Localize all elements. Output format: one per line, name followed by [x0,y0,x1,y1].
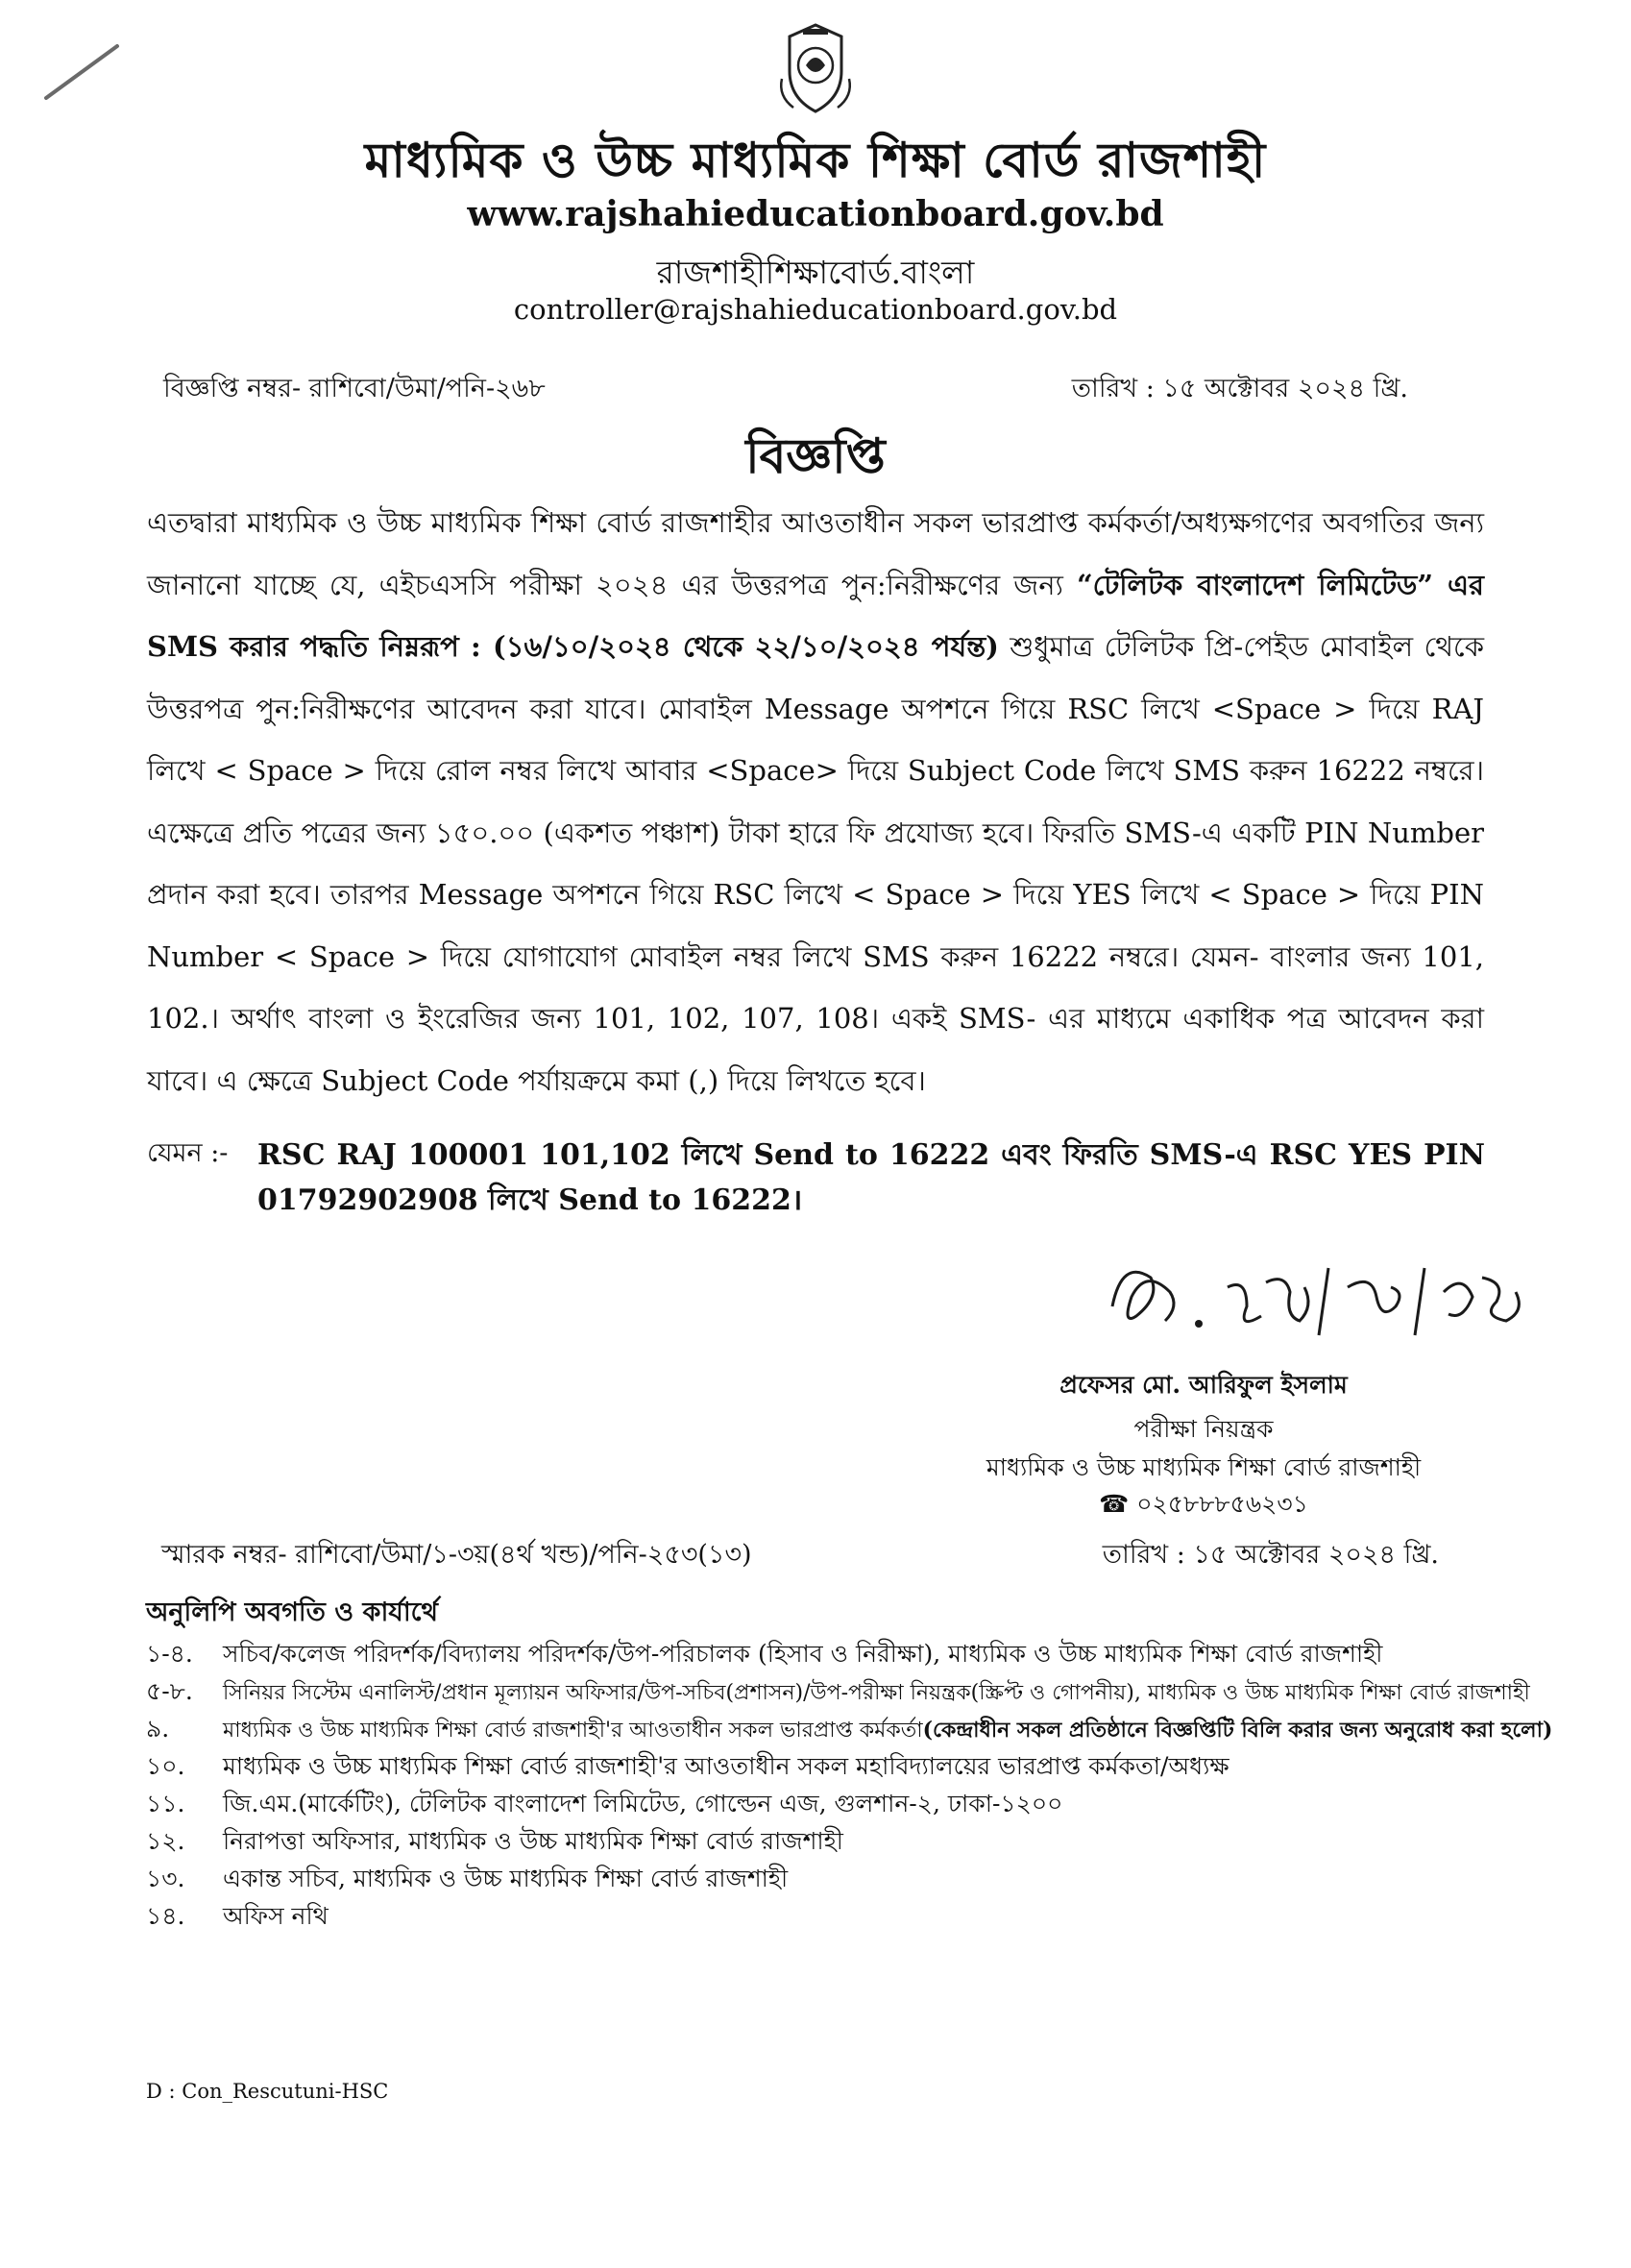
cc-text: জি.এম.(মার্কেটিং), টেলিটক বাংলাদেশ লিমিটেড, গোল্ডেন এজ, গুলশান-২, ঢাকা-১২০০ [223,1790,1063,1817]
notice-heading: বিজ্ঞপ্তি [745,427,886,484]
phone-number: ০২৫৮৮৮৫৬২৩১ [1136,1490,1308,1518]
cc-text: মাধ্যমিক ও উচ্চ মাধ্যমিক শিক্ষা বোর্ড রাজশাহী'র আওতাধীন সকল মহাবিদ্যালয়ের ভারপ্রাপ্ত কর্মকতা/অধ্যক্ষ [223,1752,1229,1780]
list-item [146,1785,1491,1822]
cc-heading: অনুলিপি অবগতি ও কার্যার্থে [146,1597,438,1627]
cc-list [146,1635,1553,1935]
body-text-part2: শুধুমাত্র টেলিটক প্রি-পেইড মোবাইল থেকে উত্তরপত্র পুন:নিরীক্ষণের আবেদন করা যাবে। মোবাইল Message অপশনে গিয়ে RSC লিখে <Space > দিয়ে RAJ লিখে < Space > দিয়ে রোল নম্বর লিখে আবার <Space> দিয়ে Subject Code লিখে SMS করুন 16222 নম্বরে। এক্ষেত্রে প্রতি পত্রের জন্য ১৫০.০০ (একশত পঞ্চাশ) টাকা হারে ফি প্রযোজ্য হবে। ফিরতি SMS-এ একটি PIN Number প্রদান করা হবে। তারপর Message অপশনে গিয়ে RSC লিখে < Space > দিয়ে YES লিখে < Space > দিয়ে PIN Number < Space > দিয়ে যোগাযোগ মোবাইল নম্বর লিখে SMS করুন 16222 নম্বরে। যেমন- বাংলার জন্য 101, 102.। অর্থাৎ বাংলা ও ইংরেজির জন্য 101, 102, 107, 108। একই SMS- এর মাধ্যমে একাধিক পত্র আবেদন করা যাবে। এ ক্ষেত্রে Subject Code পর্যায়ক্রমে কমা (,) দিয়ে লিখতে হবে। [147,630,1484,1097]
cc-text: একান্ত সচিব, মাধ্যমিক ও উচ্চ মাধ্যমিক শিক্ষা বোর্ড রাজশাহী [223,1865,789,1892]
cc-text: সিনিয়র সিস্টেম এনালিস্ট/প্রধান মূল্যায়ন অফিসার/উপ-সচিব(প্রশাসন)/উপ-পরীক্ষা নিয়ন্ত্রক(স্ক্রিপ্ট ও গোপনীয়), মাধ্যমিক ও উচ্চ মাধ্যমিক শিক্ষা বোর্ড রাজশাহী [223,1681,1530,1705]
cc-text-bold: (কেন্দ্রাধীন সকল প্রতিষ্ঠানে বিজ্ঞপ্তিটি বিলি করার জন্য অনুরোধ করা হলো) [922,1718,1553,1743]
bangla-domain: রাজশাহীশিক্ষাবোর্ড.বাংলা [656,254,975,291]
cc-number: ১২. [146,1827,185,1855]
signatory-phone [930,1485,1477,1526]
board-logo [774,21,857,117]
body-text-bold: “টেলিটক বাংলাদেশ লিমিটেড” এর SMS করার পদ্ধতি নিম্নরূপ : (১৬/১০/২০২৪ থেকে ২২/১০/২০২৪ পর্যন্ত) [147,568,1484,663]
list-item [146,1822,1491,1860]
signatory-role: পরীক্ষা নিয়ন্ত্রক [1133,1415,1274,1443]
signatory-name: প্রফেসর মো. আরিফুল ইসলাম [1059,1371,1348,1399]
example-label: যেমন :- [147,1138,229,1168]
signature [1093,1239,1535,1354]
scan-mark [38,38,125,106]
telephone-icon: ☎ [1099,1490,1130,1518]
cc-number: ১-৪. [146,1640,193,1668]
notice-number: বিজ্ঞপ্তি নম্বর- রাশিবো/উমা/পনি-২৬৮ [163,374,546,403]
list-item [146,1897,1491,1935]
body-text-part1: এতদ্বারা মাধ্যমিক ও উচ্চ মাধ্যমিক শিক্ষা বোর্ড রাজশাহীর আওতাধীন সকল ভারপ্রাপ্ত কর্মকর্তা/অধ্যক্ষগণের অবগতির জন্য জানানো যাচ্ছে যে, এইচএসসি পরীক্ষা ২০২৪ এর উত্তরপত্র পুন:নিরীক্ষণের জন্য [147,506,1484,601]
list-item [146,1635,1491,1672]
signatory-organization: মাধ্যমিক ও উচ্চ মাধ্যমিক শিক্ষা বোর্ড রাজশাহী [986,1453,1422,1481]
example-line-1: RSC RAJ 100001 101,102 লিখে Send to 16222 এবং ফিরতি SMS-এ RSC YES PIN [257,1138,1485,1172]
cc-text: অফিস নথি [223,1902,329,1930]
cc-number: ১৩. [146,1865,185,1892]
footer-code: D : Con_Rescutuni-HSC [146,2080,389,2103]
cc-number: ৫-৮. [146,1677,193,1705]
list-item [146,1672,1530,1710]
example-line-2: 01792902908 লিখে Send to 16222। [257,1183,803,1217]
list-item [146,1747,1491,1785]
memo-date: তারিখ : ১৫ অক্টোবর ২০২৪ খ্রি. [1102,1540,1439,1570]
list-item [146,1710,1553,1747]
board-title: মাধ্যমিক ও উচ্চ মাধ্যমিক শিক্ষা বোর্ড রাজশাহী [364,132,1267,188]
cc-number: ১১. [146,1790,185,1817]
list-item [146,1860,1491,1897]
cc-text: নিরাপত্তা অফিসার, মাধ্যমিক ও উচ্চ মাধ্যমিক শিক্ষা বোর্ড রাজশাহী [223,1827,843,1855]
notice-date: তারিখ : ১৫ অক্টোবর ২০২৪ খ্রি. [1071,374,1408,403]
cc-number: ১৪. [146,1902,185,1930]
notice-body [147,492,1484,1111]
controller-email: controller@rajshahieducationboard.gov.bd [513,293,1118,326]
memo-number: স্মারক নম্বর- রাশিবো/উমা/১-৩য়(৪র্থ খন্ড)/পনি-২৫৩(১৩) [161,1540,752,1570]
cc-text: সচিব/কলেজ পরিদর্শক/বিদ্যালয় পরিদর্শক/উপ-পরিচালক (হিসাব ও নিরীক্ষা), মাধ্যমিক ও উচ্চ মাধ্যমিক শিক্ষা বোর্ড রাজশাহী [223,1640,1383,1668]
website-url: www.rajshahieducationboard.gov.bd [467,194,1164,234]
cc-number: ৯. [146,1715,170,1743]
cc-text: মাধ্যমিক ও উচ্চ মাধ্যমিক শিক্ষা বোর্ড রাজশাহী'র আওতাধীন সকল ভারপ্রাপ্ত কর্মকর্তা [223,1719,923,1743]
cc-number: ১০. [146,1752,185,1780]
